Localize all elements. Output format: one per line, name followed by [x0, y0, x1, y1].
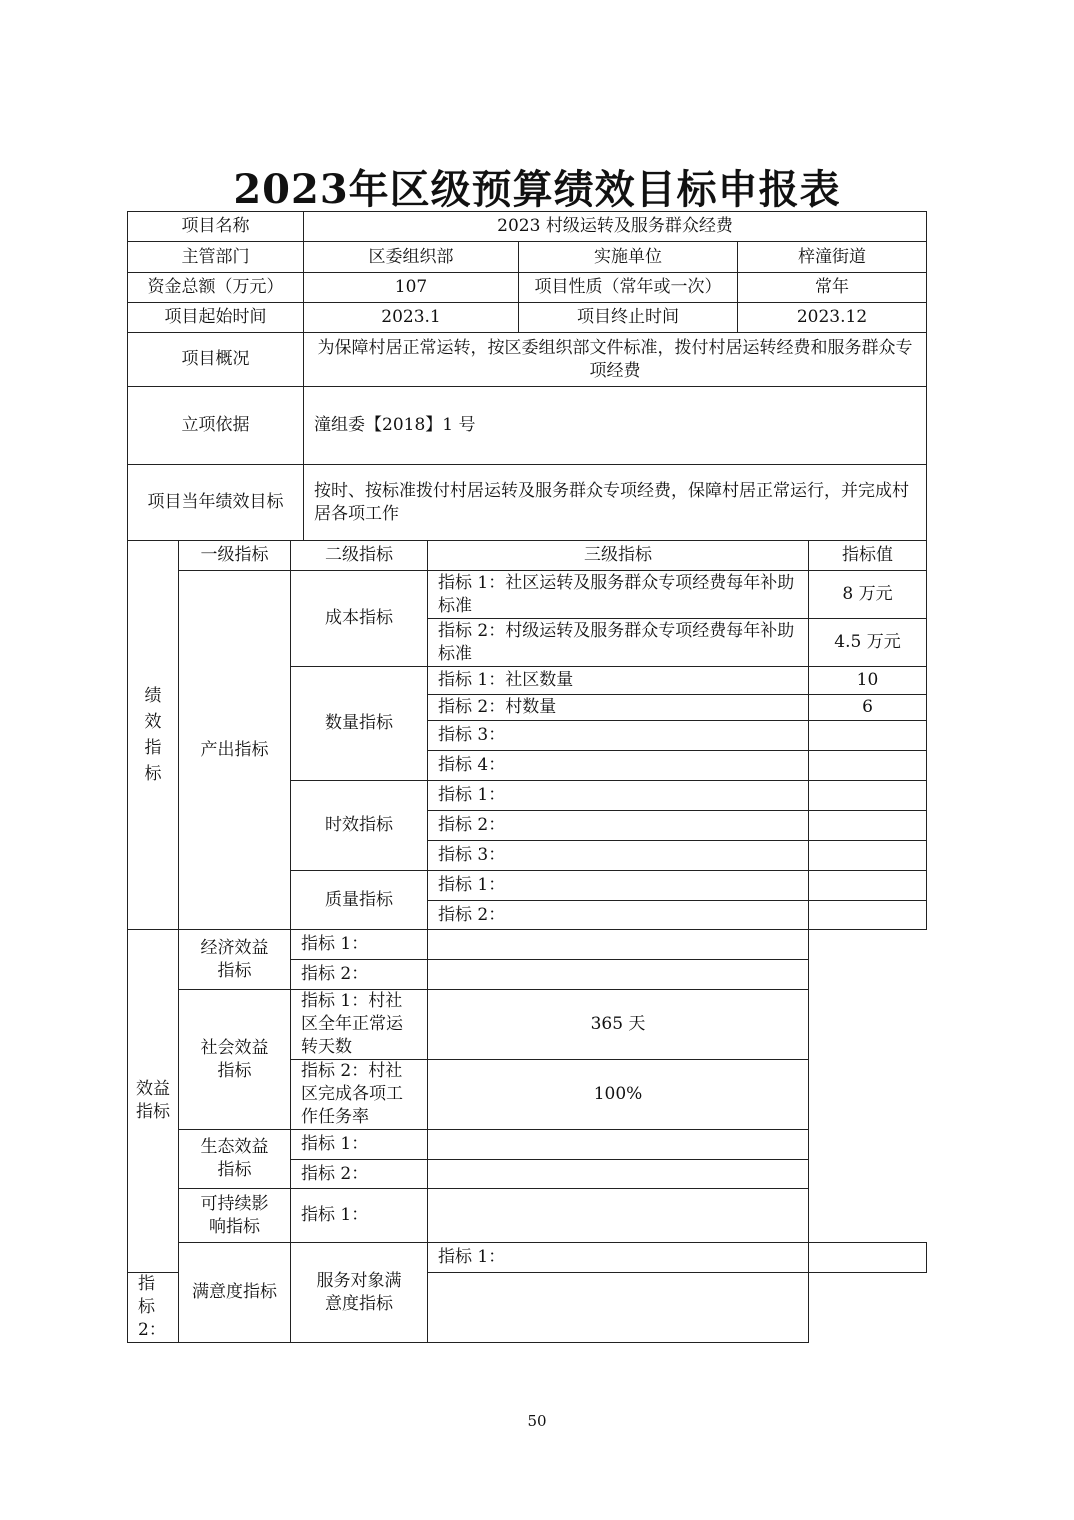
label: 项目当年绩效目标	[128, 465, 304, 541]
overview: 为保障村居正常运转，按区委组织部文件标准，拨付村居运转经费和服务群众专项经费	[304, 333, 927, 387]
page-title: 2023年区级预算绩效目标申报表	[233, 166, 841, 213]
indicator-name: 指标 2：村级运转及服务群众专项经费每年补助标准	[428, 619, 809, 667]
indicator-name: 指标 2：村社区完成各项工作任务率	[291, 1060, 428, 1130]
indicator-name: 指标 2：	[428, 901, 809, 930]
level2: 数量指标	[291, 667, 428, 781]
level2: 服务对象满意度指标	[291, 1243, 428, 1343]
indicator-value	[428, 960, 809, 990]
label: 项目性质（常年或一次）	[519, 273, 738, 303]
indicator-value	[428, 1273, 809, 1343]
header: 一级指标	[179, 541, 291, 571]
indicator-name: 指标 4：	[428, 751, 809, 781]
label: 项目终止时间	[519, 303, 738, 333]
level1: 满意度指标	[179, 1243, 291, 1343]
indicator-name: 指标 2：村数量	[428, 695, 809, 721]
level2: 生态效益指标	[179, 1130, 291, 1189]
indicator-name: 指标 3：	[428, 721, 809, 751]
indicator-name: 指标 1：社区数量	[428, 667, 809, 695]
indicator-name: 指标 2：	[428, 811, 809, 841]
page-number: 50	[527, 1412, 547, 1430]
dept: 区委组织部	[304, 242, 519, 273]
indicator-value	[428, 930, 809, 960]
indicator-value	[809, 1243, 927, 1273]
start: 2023.1	[304, 303, 519, 333]
level2: 时效指标	[291, 781, 428, 871]
level2: 质量指标	[291, 871, 428, 930]
indicator-value	[809, 781, 927, 811]
indicator-table	[127, 540, 927, 1343]
header: 三级指标	[428, 541, 809, 571]
header: 指标值	[809, 541, 927, 571]
label: 立项依据	[128, 387, 304, 465]
label: 项目名称	[128, 212, 304, 242]
side-label: 绩效指标	[128, 541, 179, 930]
indicator-value	[809, 841, 927, 871]
label: 项目起始时间	[128, 303, 304, 333]
indicator-name: 指标 2：	[291, 1160, 428, 1189]
indicator-name: 指标 1：	[291, 1130, 428, 1160]
nature: 常年	[738, 273, 927, 303]
level1: 效益指标	[128, 930, 179, 1273]
indicator-value	[428, 1130, 809, 1160]
indicator-name: 指标 1：社区运转及服务群众专项经费每年补助标准	[428, 571, 809, 619]
level2: 社会效益指标	[179, 990, 291, 1130]
indicator-value	[809, 871, 927, 901]
indicator-value: 365 天	[428, 990, 809, 1060]
indicator-value: 100%	[428, 1060, 809, 1130]
indicator-value	[809, 811, 927, 841]
indicator-name: 指标 1：	[291, 930, 428, 960]
label: 主管部门	[128, 242, 304, 273]
label: 项目概况	[128, 333, 304, 387]
indicator-value	[809, 751, 927, 781]
level1: 产出指标	[179, 571, 291, 930]
header: 二级指标	[291, 541, 428, 571]
indicator-value	[809, 721, 927, 751]
label: 资金总额（万元）	[128, 273, 304, 303]
indicator-name: 指标 3：	[428, 841, 809, 871]
level2: 成本指标	[291, 571, 428, 667]
indicator-name: 指标 1：	[428, 781, 809, 811]
indicator-name: 指标 1：	[428, 871, 809, 901]
indicator-name: 指标 2：	[128, 1273, 179, 1343]
indicator-value: 10	[809, 667, 927, 695]
project-info-table	[127, 211, 927, 541]
indicator-value: 8 万元	[809, 571, 927, 619]
indicator-value: 4.5 万元	[809, 619, 927, 667]
indicator-value	[428, 1160, 809, 1189]
indicator-name: 指标 1：	[291, 1189, 428, 1243]
indicator-value	[428, 1189, 809, 1243]
level2: 经济效益指标	[179, 930, 291, 990]
end: 2023.12	[738, 303, 927, 333]
basis: 潼组委【2018】1 号	[304, 387, 927, 465]
indicator-value	[809, 901, 927, 930]
indicator-value: 6	[809, 695, 927, 721]
goal: 按时、按标准拨付村居运转及服务群众专项经费，保障村居正常运行，并完成村居各项工作	[304, 465, 927, 541]
impl: 梓潼街道	[738, 242, 927, 273]
indicator-name: 指标 1：	[428, 1243, 809, 1273]
fund: 107	[304, 273, 519, 303]
indicator-name: 指标 2：	[291, 960, 428, 990]
project-name: 2023 村级运转及服务群众经费	[304, 212, 927, 242]
label: 实施单位	[519, 242, 738, 273]
indicator-name: 指标 1：村社区全年正常运转天数	[291, 990, 428, 1060]
level2: 可持续影响指标	[179, 1189, 291, 1243]
